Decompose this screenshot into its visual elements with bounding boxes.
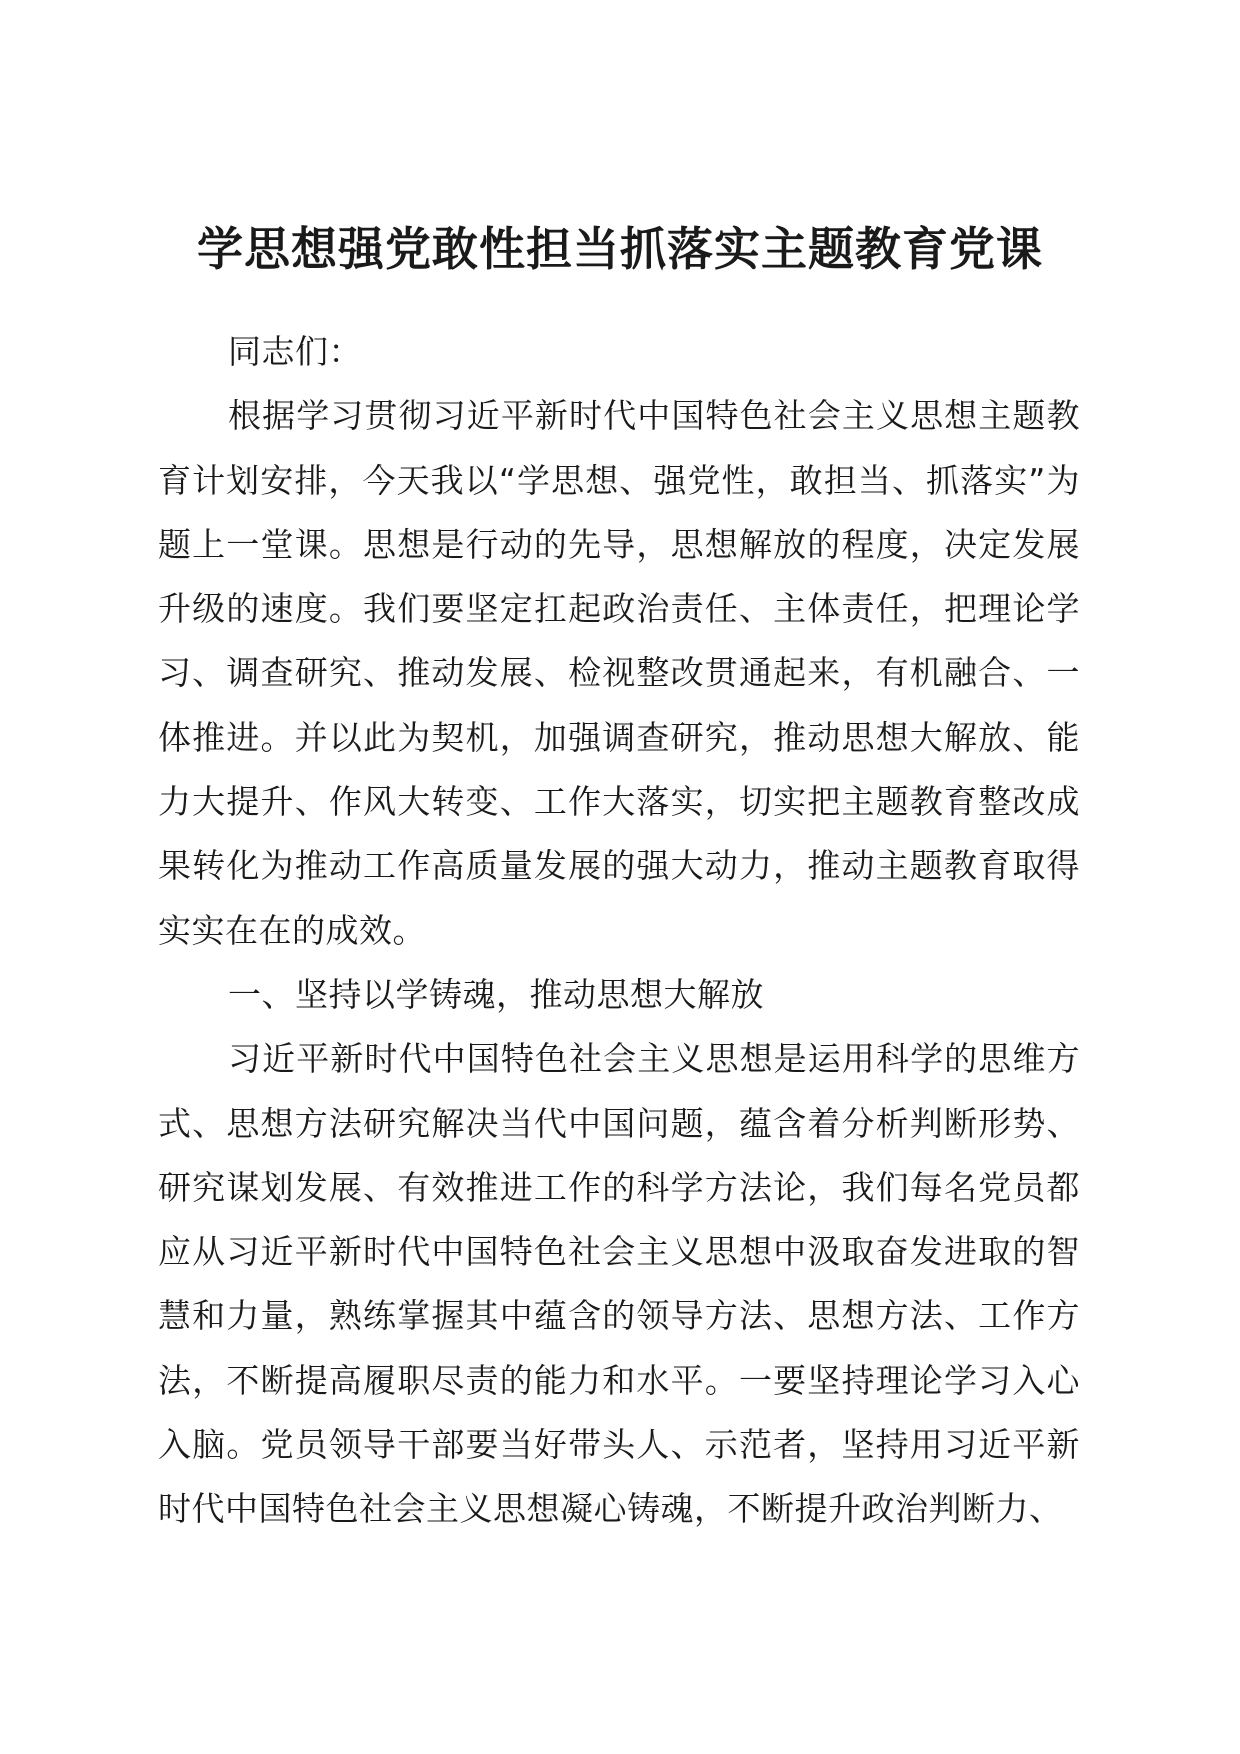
document-title: 学思想强党敢性担当抓落实主题教育党课 xyxy=(197,222,1043,276)
section-heading-1: 一、坚持以学铸魂，推动思想大解放 xyxy=(228,974,764,1014)
paragraph-intro: 根据学习贯彻习近平新时代中国特色社会主义思想主题教育计划安排，今天我以“学思想、强党性，敢担当、抓落实”为题上一堂课。思想是行动的先导，思想解放的程度，决定发展升级的速度。我们要坚定扛起政治责任、主体责任，把理论学习、调查研究、推动发展、检视整改贯通起来，有机融合、一体推进。并以此为契机，加强调查研究，推动思想大解放、能力大提升、作风大转变、工作大落实，切实把主题教育整改成果转化为推动工作高质量发展的强大动力，推动主题教育取得实实在在的成效。 xyxy=(158,396,1080,950)
document-body xyxy=(158,320,1080,1542)
paragraph-section-1: 习近平新时代中国特色社会主义思想是运用科学的思维方式、思想方法研究解决当代中国问题，蕴含着分析判断形势、研究谋划发展、有效推进工作的科学方法论，我们每名党员都应从习近平新时代中国特色社会主义思想中汲取奋发进取的智慧和力量，熟练掌握其中蕴含的领导方法、思想方法、工作方法，不断提高履职尽责的能力和水平。一要坚持理论学习入心入脑。党员领导干部要当好带头人、示范者，坚持用习近平新时代中国特色社会主义思想凝心铸魂，不断提升政治判断力、 xyxy=(158,1039,1080,1529)
salutation: 同志们： xyxy=(228,332,362,371)
